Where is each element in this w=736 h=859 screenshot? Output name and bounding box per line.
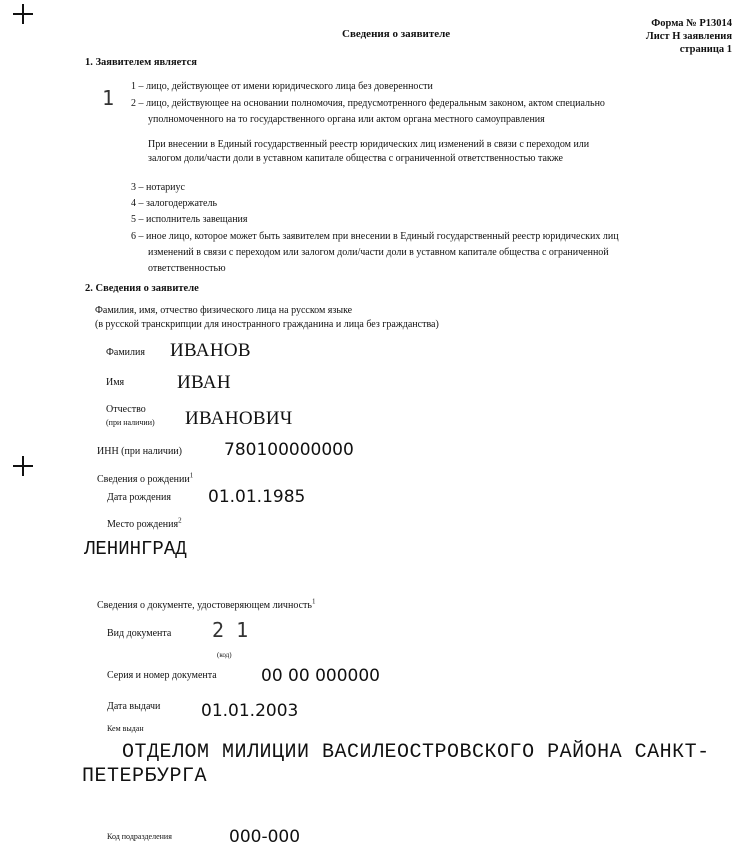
issue-date-field[interactable]: 01.01.2003	[201, 701, 299, 721]
applicant-type-value[interactable]: 1	[102, 86, 115, 110]
form-number: Форма № Р13014	[651, 18, 732, 29]
birth-date-field[interactable]: 01.01.1985	[208, 487, 306, 507]
division-code-field[interactable]: 000-000	[229, 827, 301, 847]
inn-label: ИНН (при наличии)	[97, 446, 182, 457]
issue-date-label: Дата выдачи	[107, 701, 161, 712]
option-3: 3 – нотариус	[131, 182, 185, 193]
surname-field[interactable]: ИВАНОВ	[170, 340, 251, 361]
option-5: 5 – исполнитель завещания	[131, 214, 248, 225]
birth-place-field[interactable]: ЛЕНИНГРАД	[84, 538, 187, 560]
issued-by-label: Кем выдан	[107, 724, 144, 733]
name-label: Имя	[106, 377, 125, 388]
id-doc-caption: Сведения о документе, удостоверяющем личность$^1$	[97, 597, 316, 611]
registration-mark-top	[13, 4, 33, 24]
option-6-line1: 6 – иное лицо, которое может быть заявителем при внесении в Единый государственный реестр юридических лиц	[131, 231, 619, 242]
section1-heading: 1. Заявителем является	[85, 57, 197, 68]
option-6-line2: изменений в связи с переходом или залогом доли/части доли в уставном капитале общества с ограниченной	[148, 247, 609, 258]
page-label: страница 1	[679, 44, 732, 55]
doc-type-label: Вид документа	[107, 628, 172, 639]
option-6-line3: ответственностью	[148, 263, 226, 274]
option-2-note-line2: залогом доли/части доли в уставном капитале общества с ограниченной ответственностью также	[148, 153, 563, 164]
patronymic-sublabel: (при наличии)	[106, 418, 155, 427]
division-code-label: Код подразделения	[107, 832, 172, 841]
option-2-line2: уполномоченного на то государственного органа или актом органа местного самоуправления	[148, 114, 545, 125]
option-1: 1 – лицо, действующее от имени юридического лица без доверенности	[131, 81, 433, 92]
document-title: Сведения о заявителе	[342, 28, 451, 40]
patronymic-field[interactable]: ИВАНОВИЧ	[185, 408, 293, 429]
fio-caption-line2: (в русской транскрипции для иностранного гражданина и лица без гражданства)	[95, 319, 439, 330]
doc-number-field[interactable]: 00 00 000000	[261, 666, 380, 686]
registration-mark-middle	[13, 456, 33, 476]
option-4: 4 – залогодержатель	[131, 198, 218, 209]
inn-field[interactable]: 780100000000	[224, 440, 354, 460]
sheet-label: Лист Н заявления	[645, 31, 732, 42]
birth-place-label: Место рождения$^2$	[107, 516, 182, 530]
doc-type-field[interactable]: 2 1	[212, 618, 249, 642]
section2-heading: 2. Сведения о заявителе	[85, 283, 199, 294]
doc-number-label: Серия и номер документа	[107, 670, 217, 681]
option-2-line1: 2 – лицо, действующее на основании полномочия, предусмотренного федеральным законом, актом специально	[131, 98, 605, 109]
birth-date-label: Дата рождения	[107, 492, 171, 503]
patronymic-label: Отчество	[106, 404, 146, 415]
name-field[interactable]: ИВАН	[177, 372, 231, 393]
birth-caption: Сведения о рождении$^1$	[97, 471, 194, 485]
form-identifier	[646, 17, 732, 56]
issued-by-field-line1[interactable]: ОТДЕЛОМ МИЛИЦИИ ВАСИЛЕОСТРОВСКОГО РАЙОНА САНКТ-	[122, 741, 710, 764]
option-2-note-line1: При внесении в Единый государственный реестр юридических лиц изменений в связи с переходом или	[148, 139, 590, 150]
surname-label: Фамилия	[106, 347, 145, 358]
doc-type-code-hint: (код)	[217, 651, 232, 659]
fio-caption-line1: Фамилия, имя, отчество физического лица на русском языке	[95, 305, 353, 316]
issued-by-field-line2[interactable]: ПЕТЕРБУРГА	[82, 765, 208, 788]
